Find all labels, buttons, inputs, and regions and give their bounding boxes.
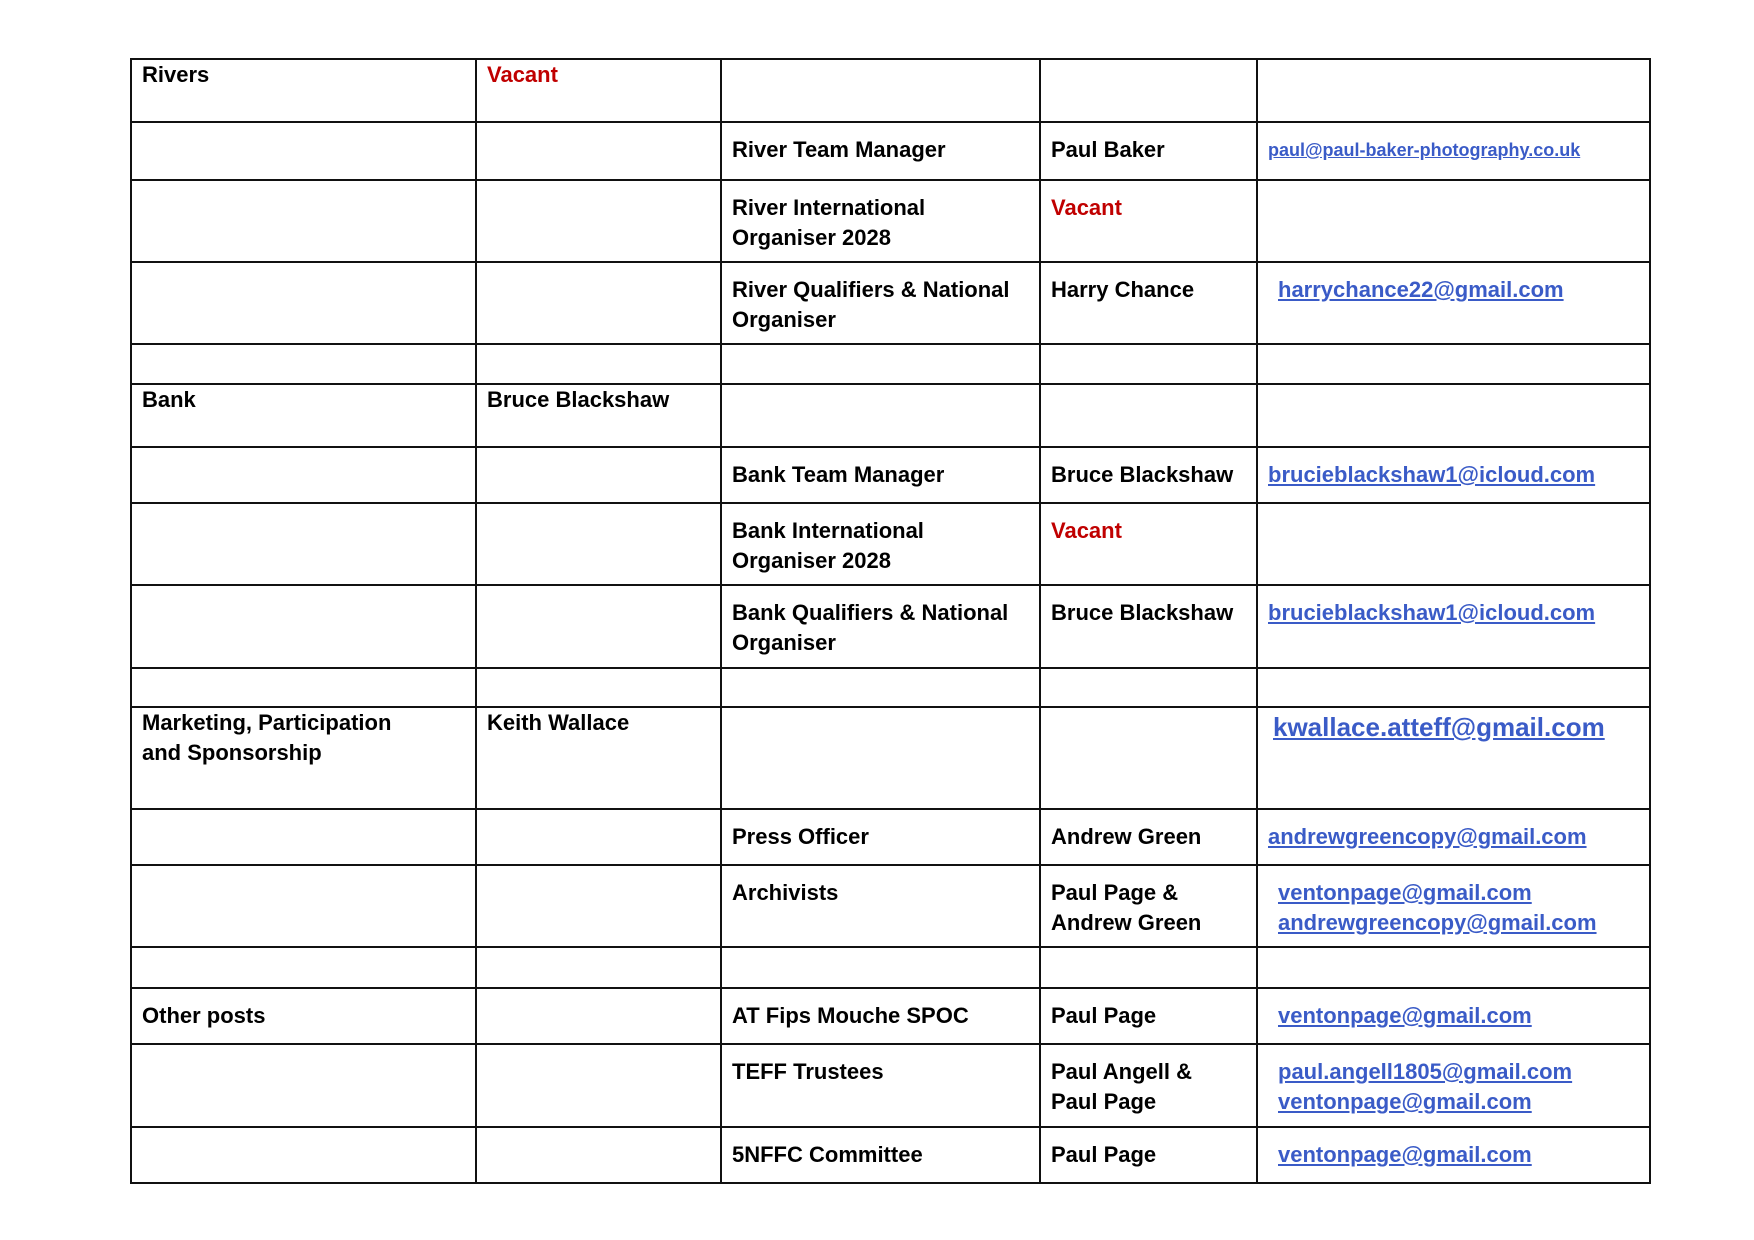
person-line: Paul Page: [1051, 1089, 1157, 1114]
title-line: and Sponsorship: [142, 740, 322, 765]
email-link[interactable]: andrewgreencopy@gmail.com: [1278, 910, 1597, 935]
section-title: Rivers: [131, 59, 476, 122]
person: Paul Baker: [1040, 122, 1257, 180]
role: 5NFFC Committee: [721, 1127, 1040, 1183]
role: [721, 262, 1040, 344]
email-link[interactable]: ventonpage@gmail.com: [1278, 880, 1532, 905]
email-link[interactable]: ventonpage@gmail.com: [1278, 1089, 1532, 1114]
person: Paul Page: [1040, 1127, 1257, 1183]
person: Bruce Blackshaw: [1040, 447, 1257, 503]
table-row: [131, 809, 1650, 865]
role: Bank Team Manager: [721, 447, 1040, 503]
section-lead: Bruce Blackshaw: [476, 384, 721, 447]
person-line: Paul Angell &: [1051, 1059, 1192, 1084]
role: [721, 503, 1040, 585]
role: Archivists: [721, 865, 1040, 947]
table-row: [131, 585, 1650, 668]
person: [1040, 1044, 1257, 1127]
table-row: [131, 1044, 1650, 1127]
section-title: Bank: [131, 384, 476, 447]
person: Andrew Green: [1040, 809, 1257, 865]
role-line: Bank Qualifiers & National: [732, 600, 1009, 625]
role-line: Organiser 2028: [732, 225, 891, 250]
email-link[interactable]: kwallace.atteff@gmail.com: [1273, 712, 1605, 742]
person: Paul Page: [1040, 988, 1257, 1044]
role-line: Organiser: [732, 630, 836, 655]
contacts-table: [130, 58, 1651, 1184]
email-link[interactable]: brucieblackshaw1@icloud.com: [1268, 600, 1596, 625]
email-link[interactable]: ventonpage@gmail.com: [1278, 1142, 1532, 1167]
person: [1040, 865, 1257, 947]
role-line: Organiser 2028: [732, 548, 891, 573]
person: Harry Chance: [1040, 262, 1257, 344]
table-row: [131, 1127, 1650, 1183]
table-row: [131, 262, 1650, 344]
spacer-row: [131, 947, 1650, 988]
section-row-rivers: [131, 59, 1650, 122]
person-line: Paul Page &: [1051, 880, 1179, 905]
role: River Team Manager: [721, 122, 1040, 180]
role-line: Organiser: [732, 307, 836, 332]
person-line: Andrew Green: [1051, 910, 1202, 935]
email-link[interactable]: paul.angell1805@gmail.com: [1278, 1059, 1573, 1084]
email-link[interactable]: brucieblackshaw1@icloud.com: [1268, 462, 1596, 487]
person: Bruce Blackshaw: [1040, 585, 1257, 668]
section-row-marketing: [131, 707, 1650, 809]
table-row: [131, 503, 1650, 585]
table-row: [131, 865, 1650, 947]
role: TEFF Trustees: [721, 1044, 1040, 1127]
email-link[interactable]: harrychance22@gmail.com: [1278, 277, 1564, 302]
section-lead: Keith Wallace: [476, 707, 721, 809]
role-line: River Qualifiers & National: [732, 277, 1010, 302]
role: Press Officer: [721, 809, 1040, 865]
role: [721, 585, 1040, 668]
role-line: River International: [732, 195, 926, 220]
table-row: [131, 447, 1650, 503]
role: AT Fips Mouche SPOC: [721, 988, 1040, 1044]
section-title: Other posts: [131, 988, 476, 1044]
title-line: Marketing, Participation: [142, 710, 392, 735]
spacer-row: [131, 344, 1650, 384]
table-row: [131, 988, 1650, 1044]
section-lead: Vacant: [476, 59, 721, 122]
table-row: [131, 122, 1650, 180]
email-link[interactable]: paul@paul-baker-photography.co.uk: [1268, 140, 1581, 160]
role-line: Bank International: [732, 518, 924, 543]
section-title: [131, 707, 476, 809]
email-link[interactable]: andrewgreencopy@gmail.com: [1268, 824, 1587, 849]
email-link[interactable]: ventonpage@gmail.com: [1278, 1003, 1532, 1028]
person: Vacant: [1040, 503, 1257, 585]
spacer-row: [131, 668, 1650, 707]
person: Vacant: [1040, 180, 1257, 262]
section-row-bank: [131, 384, 1650, 447]
table-row: [131, 180, 1650, 262]
role: [721, 180, 1040, 262]
